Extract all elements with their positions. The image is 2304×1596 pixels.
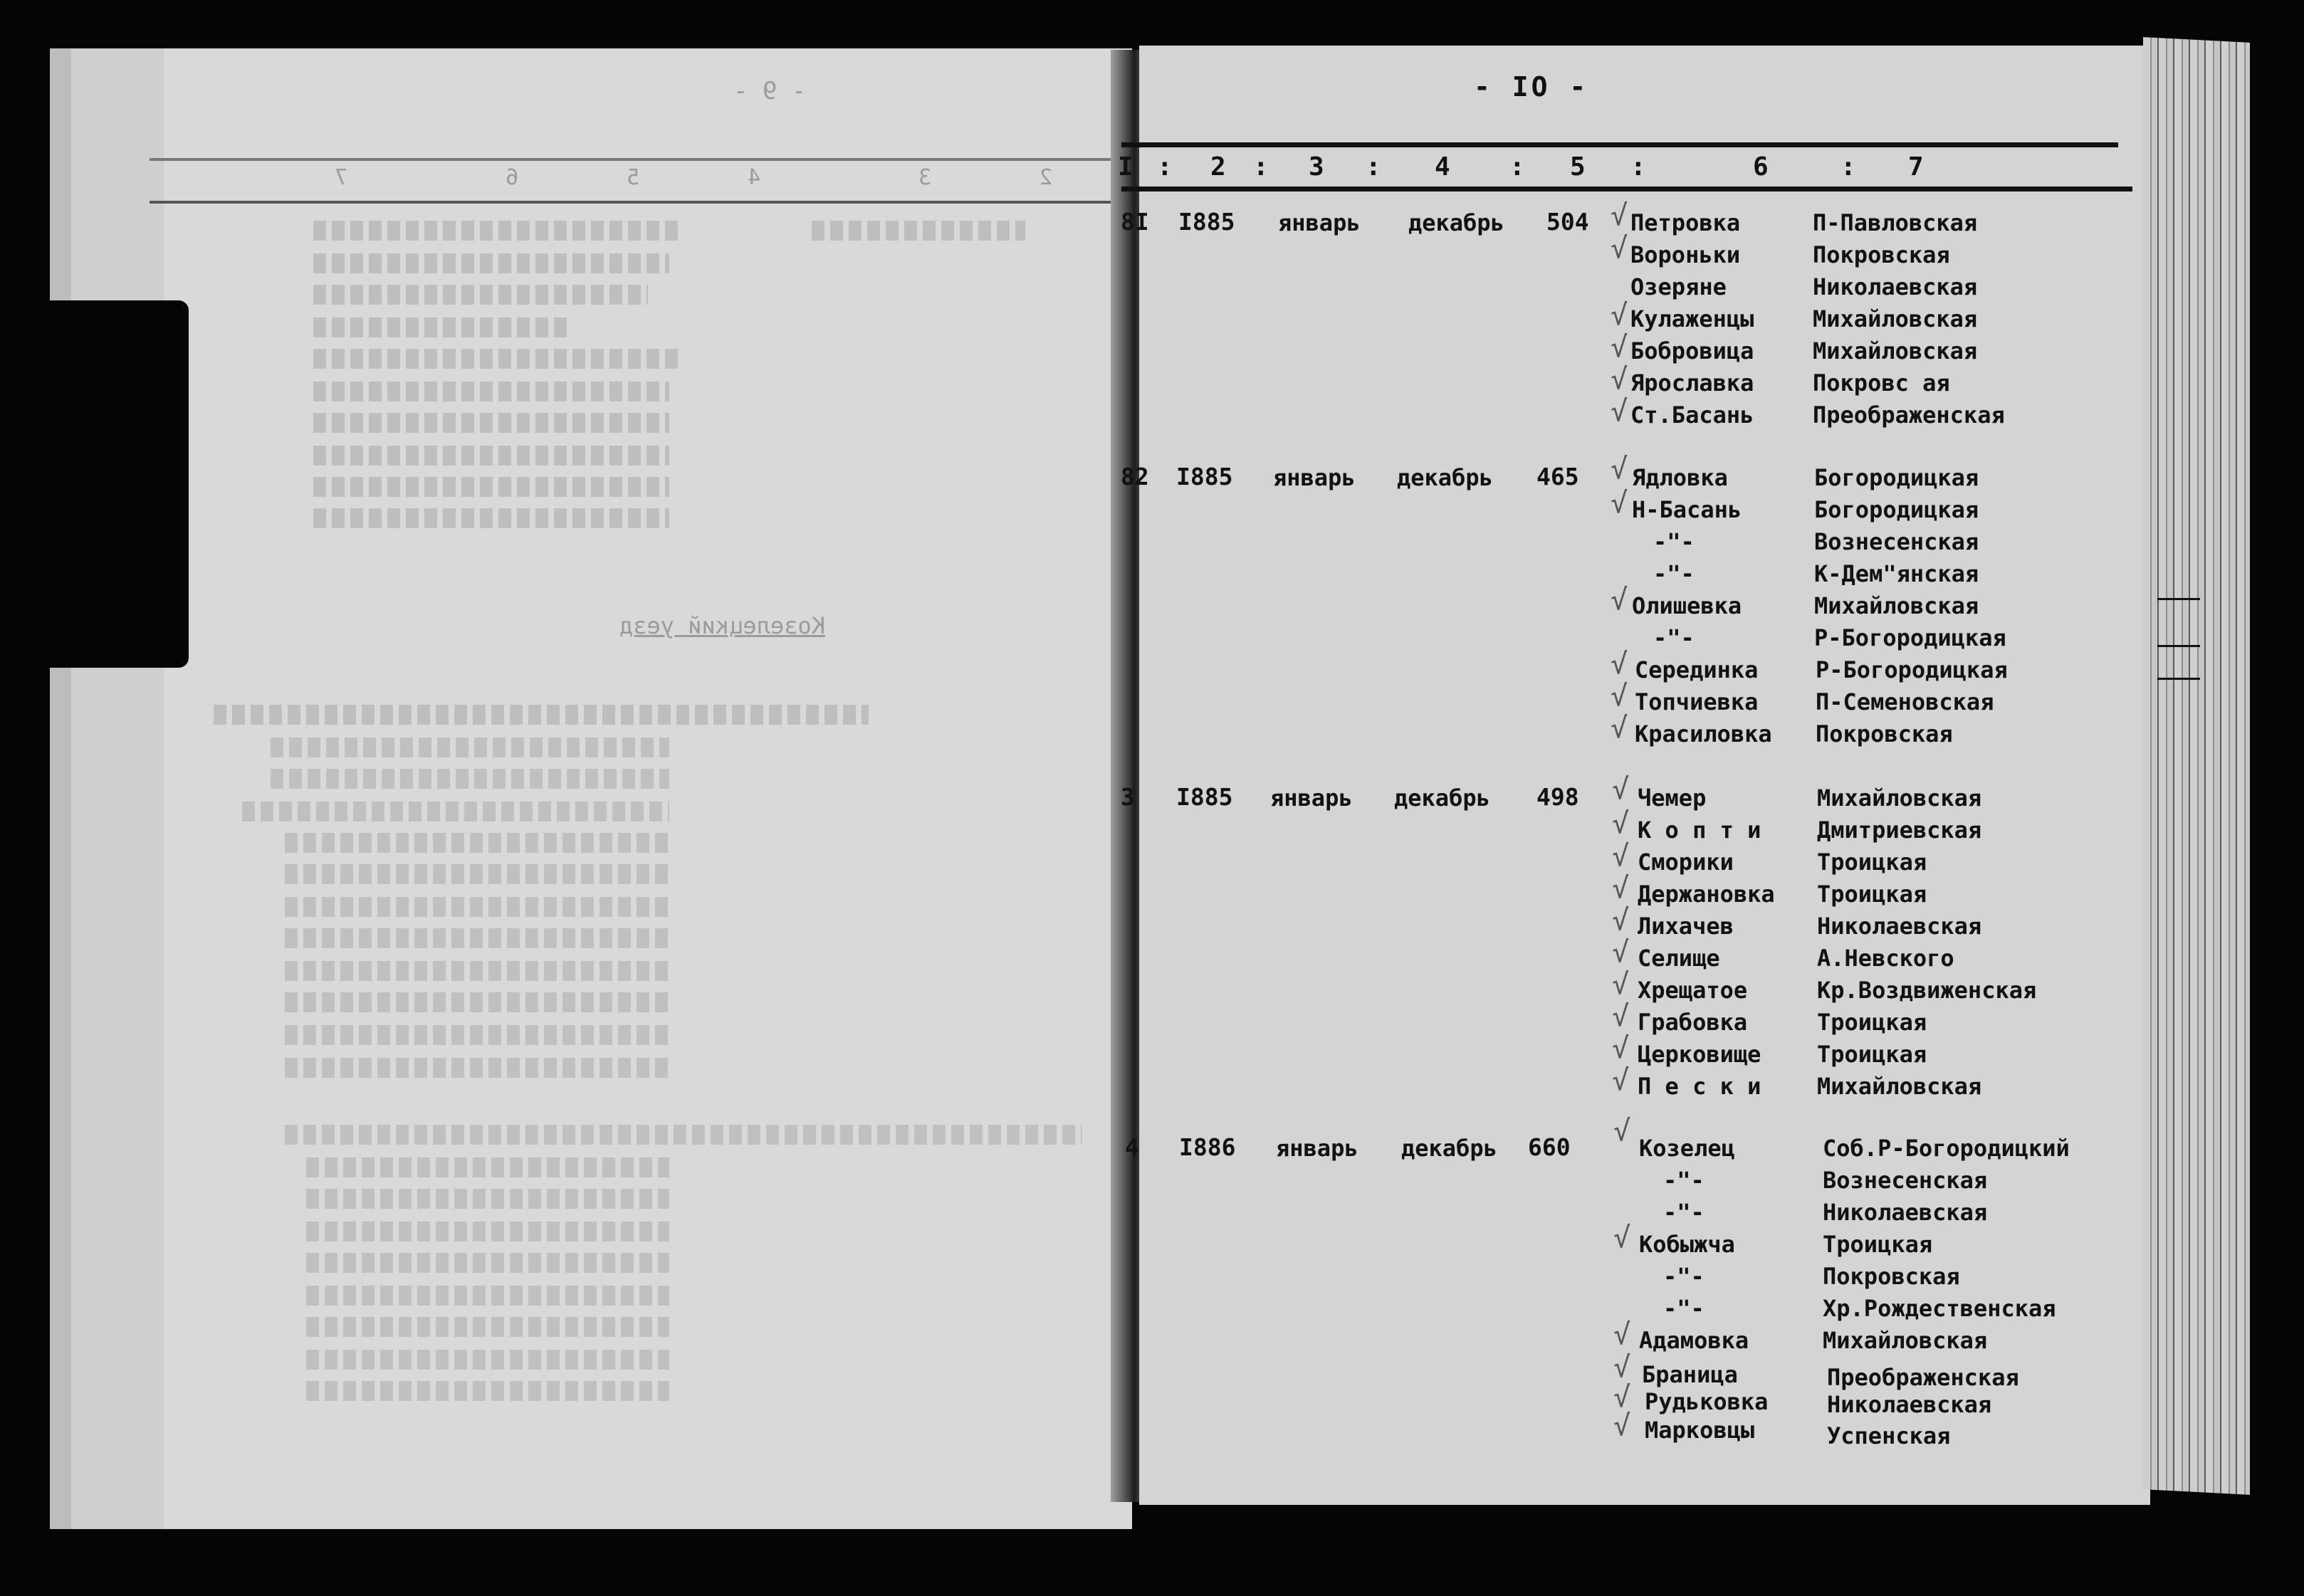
checkmark-icon: √ bbox=[1611, 712, 1628, 745]
record-year: I885 bbox=[1178, 208, 1235, 236]
village: Серединка bbox=[1635, 656, 1759, 683]
col-header-2: 2 bbox=[1210, 152, 1226, 182]
church: Соб.Р-Богородицкий bbox=[1823, 1135, 2070, 1162]
checkmark-icon: √ bbox=[1611, 299, 1628, 332]
church: Троицкая bbox=[1817, 1009, 1927, 1036]
village: Красиловка bbox=[1635, 720, 1772, 747]
left-mirrored-header-4: 4 bbox=[748, 165, 761, 190]
col-header-5: 5 bbox=[1570, 152, 1586, 182]
village: Кулаженцы bbox=[1630, 305, 1754, 332]
church: Николаевская bbox=[1827, 1391, 1992, 1418]
village: Держановка bbox=[1638, 881, 1775, 908]
village: Вороньки bbox=[1630, 241, 1741, 268]
church: К-Дем"янская bbox=[1814, 560, 1979, 587]
church: Троицкая bbox=[1817, 881, 1927, 908]
checkmark-icon: √ bbox=[1611, 453, 1628, 485]
church: П-Павловская bbox=[1813, 209, 1978, 236]
church: Николаевская bbox=[1813, 273, 1978, 300]
record-year: I885 bbox=[1176, 783, 1233, 811]
church: Михайловская bbox=[1817, 784, 1982, 812]
church: Богородицкая bbox=[1814, 464, 1979, 491]
record-id: 3 bbox=[1121, 783, 1135, 811]
village: Бобровица bbox=[1630, 337, 1754, 364]
record-count: 465 bbox=[1536, 463, 1579, 490]
village: -"- bbox=[1653, 624, 1695, 651]
village: Олишевка bbox=[1632, 592, 1742, 619]
record-id: 82 bbox=[1121, 463, 1149, 490]
checkmark-icon: √ bbox=[1612, 1000, 1630, 1033]
checkmark-icon: √ bbox=[1611, 232, 1628, 265]
village: Грабовка bbox=[1638, 1009, 1748, 1036]
col-header-6: 6 bbox=[1753, 152, 1769, 182]
church: Михайловская bbox=[1814, 592, 1979, 619]
checkmark-icon: √ bbox=[1612, 872, 1630, 905]
record-to: декабрь bbox=[1394, 784, 1490, 812]
record-from: январь bbox=[1273, 464, 1356, 491]
village: -"- bbox=[1663, 1295, 1705, 1322]
church: Кр.Воздвиженская bbox=[1817, 977, 2037, 1004]
village: Рудьковка bbox=[1645, 1388, 1769, 1415]
left-district-title: Козелецкий уезд bbox=[619, 612, 825, 639]
col-separator: : bbox=[1509, 152, 1525, 182]
church: Хр.Рождественская bbox=[1823, 1295, 2056, 1322]
left-mirrored-header-7: 7 bbox=[335, 165, 348, 190]
checkmark-icon: √ bbox=[1611, 331, 1628, 364]
record-to: декабрь bbox=[1397, 464, 1493, 491]
checkmark-icon: √ bbox=[1613, 1351, 1631, 1384]
page-edges bbox=[2143, 37, 2250, 1495]
record-from: январь bbox=[1276, 1135, 1358, 1162]
church: Р-Богородицкая bbox=[1816, 656, 2008, 683]
record-from: январь bbox=[1270, 784, 1353, 812]
church: Покровс ая bbox=[1813, 369, 1950, 397]
checkmark-icon: √ bbox=[1612, 840, 1630, 873]
col-header-4: 4 bbox=[1435, 152, 1450, 182]
church: Михайловская bbox=[1817, 1073, 1982, 1100]
village: Топчиевка bbox=[1635, 688, 1759, 715]
church: Троицкая bbox=[1817, 1041, 1927, 1068]
col-separator: : bbox=[1366, 152, 1381, 182]
checkmark-icon: √ bbox=[1611, 584, 1628, 616]
village: Хрещатое bbox=[1638, 977, 1748, 1004]
left-page-number: - 9 - bbox=[733, 77, 807, 105]
left-header-rule-bottom bbox=[150, 201, 1118, 204]
col-separator: : bbox=[1253, 152, 1269, 182]
church: П-Семеновская bbox=[1816, 688, 1994, 715]
checkmark-icon: √ bbox=[1611, 363, 1628, 396]
edge-mark bbox=[2157, 598, 2200, 600]
record-to: декабрь bbox=[1408, 209, 1504, 236]
village: Адамовка bbox=[1639, 1327, 1749, 1354]
col-header-3: 3 bbox=[1309, 152, 1324, 182]
village: Селище bbox=[1638, 945, 1720, 972]
left-mirrored-header-5: 5 bbox=[627, 165, 640, 190]
edge-mark bbox=[2157, 645, 2200, 647]
checkmark-icon: √ bbox=[1613, 1222, 1631, 1254]
village: -"- bbox=[1653, 528, 1695, 555]
village: Сморики bbox=[1638, 849, 1734, 876]
church: Михайловская bbox=[1823, 1327, 1988, 1354]
col-separator: : bbox=[1840, 152, 1856, 182]
village: Петровка bbox=[1630, 209, 1741, 236]
village: Ядловка bbox=[1632, 464, 1728, 491]
village: Козелец bbox=[1639, 1135, 1735, 1162]
checkmark-icon: √ bbox=[1612, 904, 1630, 937]
checkmark-icon: √ bbox=[1612, 807, 1630, 840]
checkmark-icon: √ bbox=[1612, 1032, 1630, 1065]
checkmark-icon: √ bbox=[1612, 773, 1630, 806]
record-count: 660 bbox=[1528, 1133, 1571, 1161]
village: Чемер bbox=[1638, 784, 1707, 812]
left-mirrored-header-6: 6 bbox=[506, 165, 519, 190]
record-year: I885 bbox=[1176, 463, 1233, 490]
col-header-1: I bbox=[1118, 152, 1133, 182]
checkmark-icon: √ bbox=[1612, 936, 1630, 969]
black-index-tab bbox=[0, 300, 189, 668]
record-count: 504 bbox=[1546, 208, 1589, 236]
church: Троицкая bbox=[1817, 849, 1927, 876]
col-separator: : bbox=[1630, 152, 1646, 182]
village: Лихачев bbox=[1638, 913, 1734, 940]
col-header-7: 7 bbox=[1908, 152, 1924, 182]
checkmark-icon: √ bbox=[1613, 1318, 1631, 1351]
header-rule-bottom bbox=[1121, 187, 2132, 191]
checkmark-icon: √ bbox=[1613, 1381, 1631, 1414]
checkmark-icon: √ bbox=[1611, 487, 1628, 520]
village: Озеряне bbox=[1630, 273, 1727, 300]
col-separator: : bbox=[1157, 152, 1173, 182]
left-header-rule bbox=[150, 158, 1118, 161]
village: П е с к и bbox=[1638, 1073, 1761, 1100]
church: Троицкая bbox=[1823, 1231, 1933, 1258]
church: Преображенская bbox=[1813, 401, 2005, 429]
record-to: декабрь bbox=[1401, 1135, 1497, 1162]
church: Николаевская bbox=[1823, 1199, 1988, 1226]
church: Дмитриевская bbox=[1817, 817, 1982, 844]
village: Церковище bbox=[1638, 1041, 1761, 1068]
church: Николаевская bbox=[1817, 913, 1982, 940]
village: -"- bbox=[1663, 1167, 1705, 1194]
checkmark-icon: √ bbox=[1611, 648, 1628, 681]
village: -"- bbox=[1663, 1263, 1705, 1290]
church: Преображенская bbox=[1827, 1364, 2019, 1391]
left-mirrored-header-3: 3 bbox=[918, 165, 932, 190]
church: Вознесенская bbox=[1814, 528, 1979, 555]
village: -"- bbox=[1653, 560, 1695, 587]
left-mirrored-header-2: 2 bbox=[1040, 165, 1053, 190]
village: Н-Басань bbox=[1632, 496, 1742, 523]
church: Покровская bbox=[1813, 241, 1950, 268]
church: Р-Богородицкая bbox=[1814, 624, 2006, 651]
page-number: - IO - bbox=[1474, 71, 1589, 103]
church: Михайловская bbox=[1813, 337, 1978, 364]
record-from: январь bbox=[1278, 209, 1361, 236]
village: К о п т и bbox=[1638, 817, 1761, 844]
checkmark-icon: √ bbox=[1613, 1115, 1631, 1148]
village: Ст.Басань bbox=[1630, 401, 1754, 429]
church: Богородицкая bbox=[1814, 496, 1979, 523]
checkmark-icon: √ bbox=[1611, 395, 1628, 428]
record-count: 498 bbox=[1536, 783, 1579, 811]
village: Марковцы bbox=[1645, 1417, 1755, 1444]
checkmark-icon: √ bbox=[1611, 680, 1628, 713]
church: Вознесенская bbox=[1823, 1167, 1988, 1194]
church: Михайловская bbox=[1813, 305, 1978, 332]
village: -"- bbox=[1663, 1199, 1705, 1226]
header-rule-top bbox=[1121, 142, 2118, 147]
village: Кобыжча bbox=[1639, 1231, 1735, 1258]
record-id: 4 bbox=[1125, 1133, 1139, 1161]
checkmark-icon: √ bbox=[1612, 968, 1630, 1001]
village: Ярославка bbox=[1630, 369, 1754, 397]
record-id: 8I bbox=[1121, 208, 1149, 236]
church: А.Невского bbox=[1817, 945, 1954, 972]
checkmark-icon: √ bbox=[1613, 1409, 1631, 1442]
checkmark-icon: √ bbox=[1612, 1064, 1630, 1097]
checkmark-icon: √ bbox=[1611, 199, 1628, 232]
church: Покровская bbox=[1816, 720, 1953, 747]
village: Браница bbox=[1642, 1361, 1738, 1388]
church: Успенская bbox=[1827, 1422, 1951, 1449]
church: Покровская bbox=[1823, 1263, 1960, 1290]
edge-mark bbox=[2157, 678, 2200, 680]
record-year: I886 bbox=[1179, 1133, 1236, 1161]
